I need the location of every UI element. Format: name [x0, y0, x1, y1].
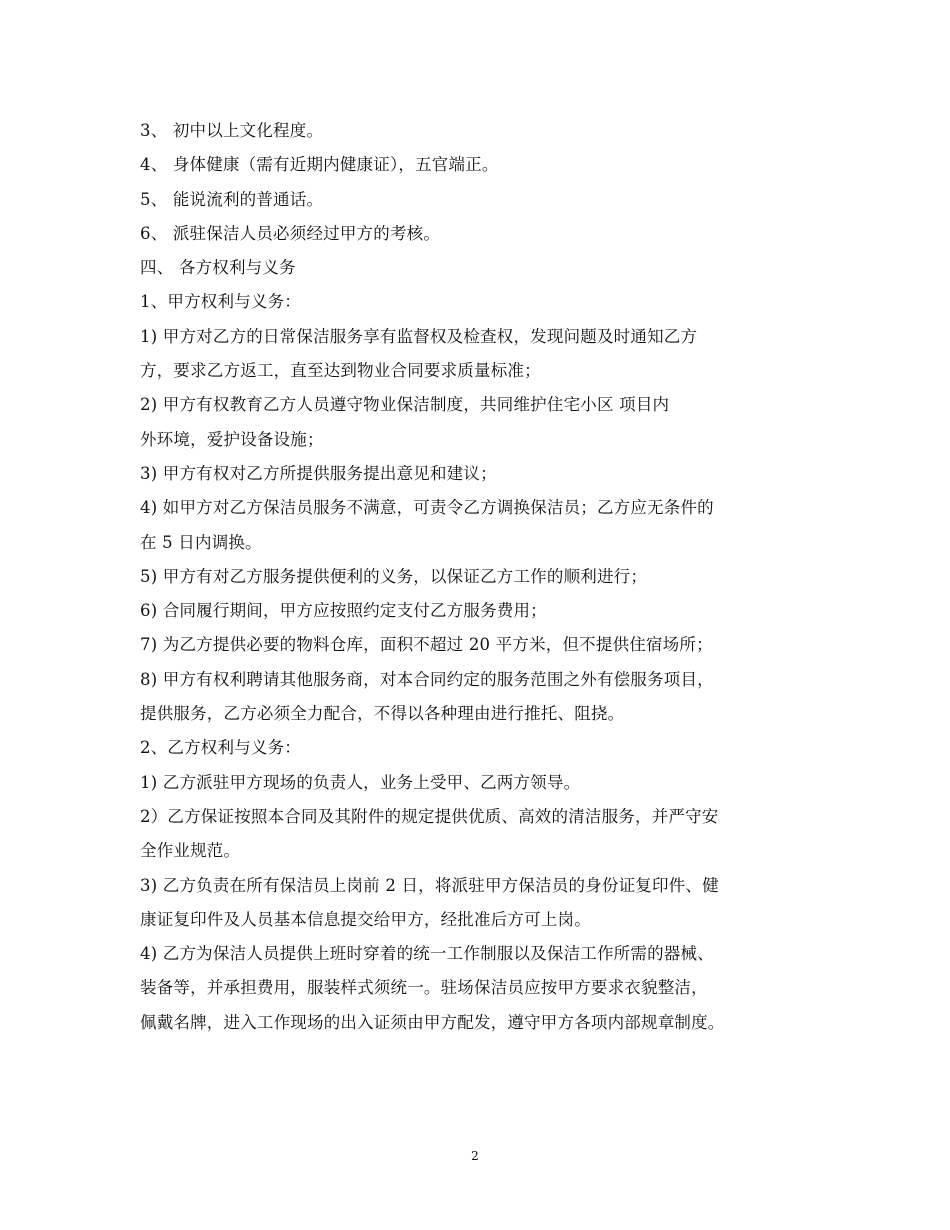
text-line: 外环境，爱护设备设施； — [140, 429, 324, 449]
text-line: 1) 乙方派驻甲方现场的负责人，业务上受甲、乙两方领导。 — [140, 772, 581, 792]
text-line: 3、 初中以上文化程度。 — [140, 121, 324, 140]
text-line: 康证复印件及人员基本信息提交给甲方，经批准后方可上岗。 — [140, 909, 591, 929]
text-line: 提供服务，乙方必须全力配合，不得以各种理由进行推托、阻挠。 — [140, 704, 625, 724]
subsection-heading: 1、甲方权利与义务： — [140, 292, 301, 312]
text-line: 4、 身体健康（需有近期内健康证），五官端正。 — [140, 155, 499, 175]
text-line: 8) 甲方有权利聘请其他服务商，对本合同约定的服务范围之外有偿服务项目， — [140, 669, 714, 689]
text-line: 2）乙方保证按照本合同及其附件的规定提供优质、高效的清洁服务，并严守安 — [140, 806, 719, 826]
text-line: 4) 乙方为保洁人员提供上班时穿着的统一工作制服以及保洁工作所需的器械、 — [140, 944, 714, 964]
text-line: 6、 派驻保洁人员必须经过甲方的考核。 — [140, 223, 441, 243]
subsection-heading: 2、乙方权利与义务： — [140, 738, 301, 758]
page-number: 2 — [471, 1149, 479, 1163]
text-line: 6) 合同履行期间，甲方应按照约定支付乙方服务费用； — [140, 601, 547, 621]
text-line: 佩戴名牌，进入工作现场的出入证须由甲方配发，遵守甲方各项内部规章制度。 — [140, 1012, 725, 1032]
text-line: 5) 甲方有对乙方服务提供便利的义务，以保证乙方工作的顺利进行； — [140, 566, 648, 586]
text-line: 全作业规范。 — [140, 841, 241, 861]
text-line: 5、 能说流利的普通话。 — [140, 189, 324, 209]
text-line: 1) 甲方对乙方的日常保洁服务享有监督权及检查权，发现问题及时通知乙方 — [140, 326, 698, 346]
text-line: 在 5 日内调换。 — [140, 532, 262, 552]
text-line: 3) 甲方有权对乙方所提供服务提出意见和建议； — [140, 463, 497, 483]
text-line: 4) 如甲方对乙方保洁员服务不满意，可责令乙方调换保洁员；乙方应无条件的 — [140, 498, 714, 518]
text-line: 7) 为乙方提供必要的物料仓库，面积不超过 20 平方米，但不提供住宿场所； — [140, 635, 713, 655]
document-body — [140, 114, 800, 1040]
text-line: 3) 乙方负责在所有保洁员上岗前 2 日，将派驻甲方保洁员的身份证复印件、健 — [140, 875, 719, 895]
text-line: 装备等，并承担费用，服装样式须统一。驻场保洁员应按甲方要求衣貌整洁， — [140, 978, 708, 998]
text-line: 方，要求乙方返工，直至达到物业合同要求质量标准； — [140, 361, 541, 381]
section-heading: 四、 各方权利与义务 — [140, 258, 296, 278]
text-line: 2) 甲方有权教育乙方人员遵守物业保洁制度，共同维护住宅小区 项目内 — [140, 395, 670, 415]
